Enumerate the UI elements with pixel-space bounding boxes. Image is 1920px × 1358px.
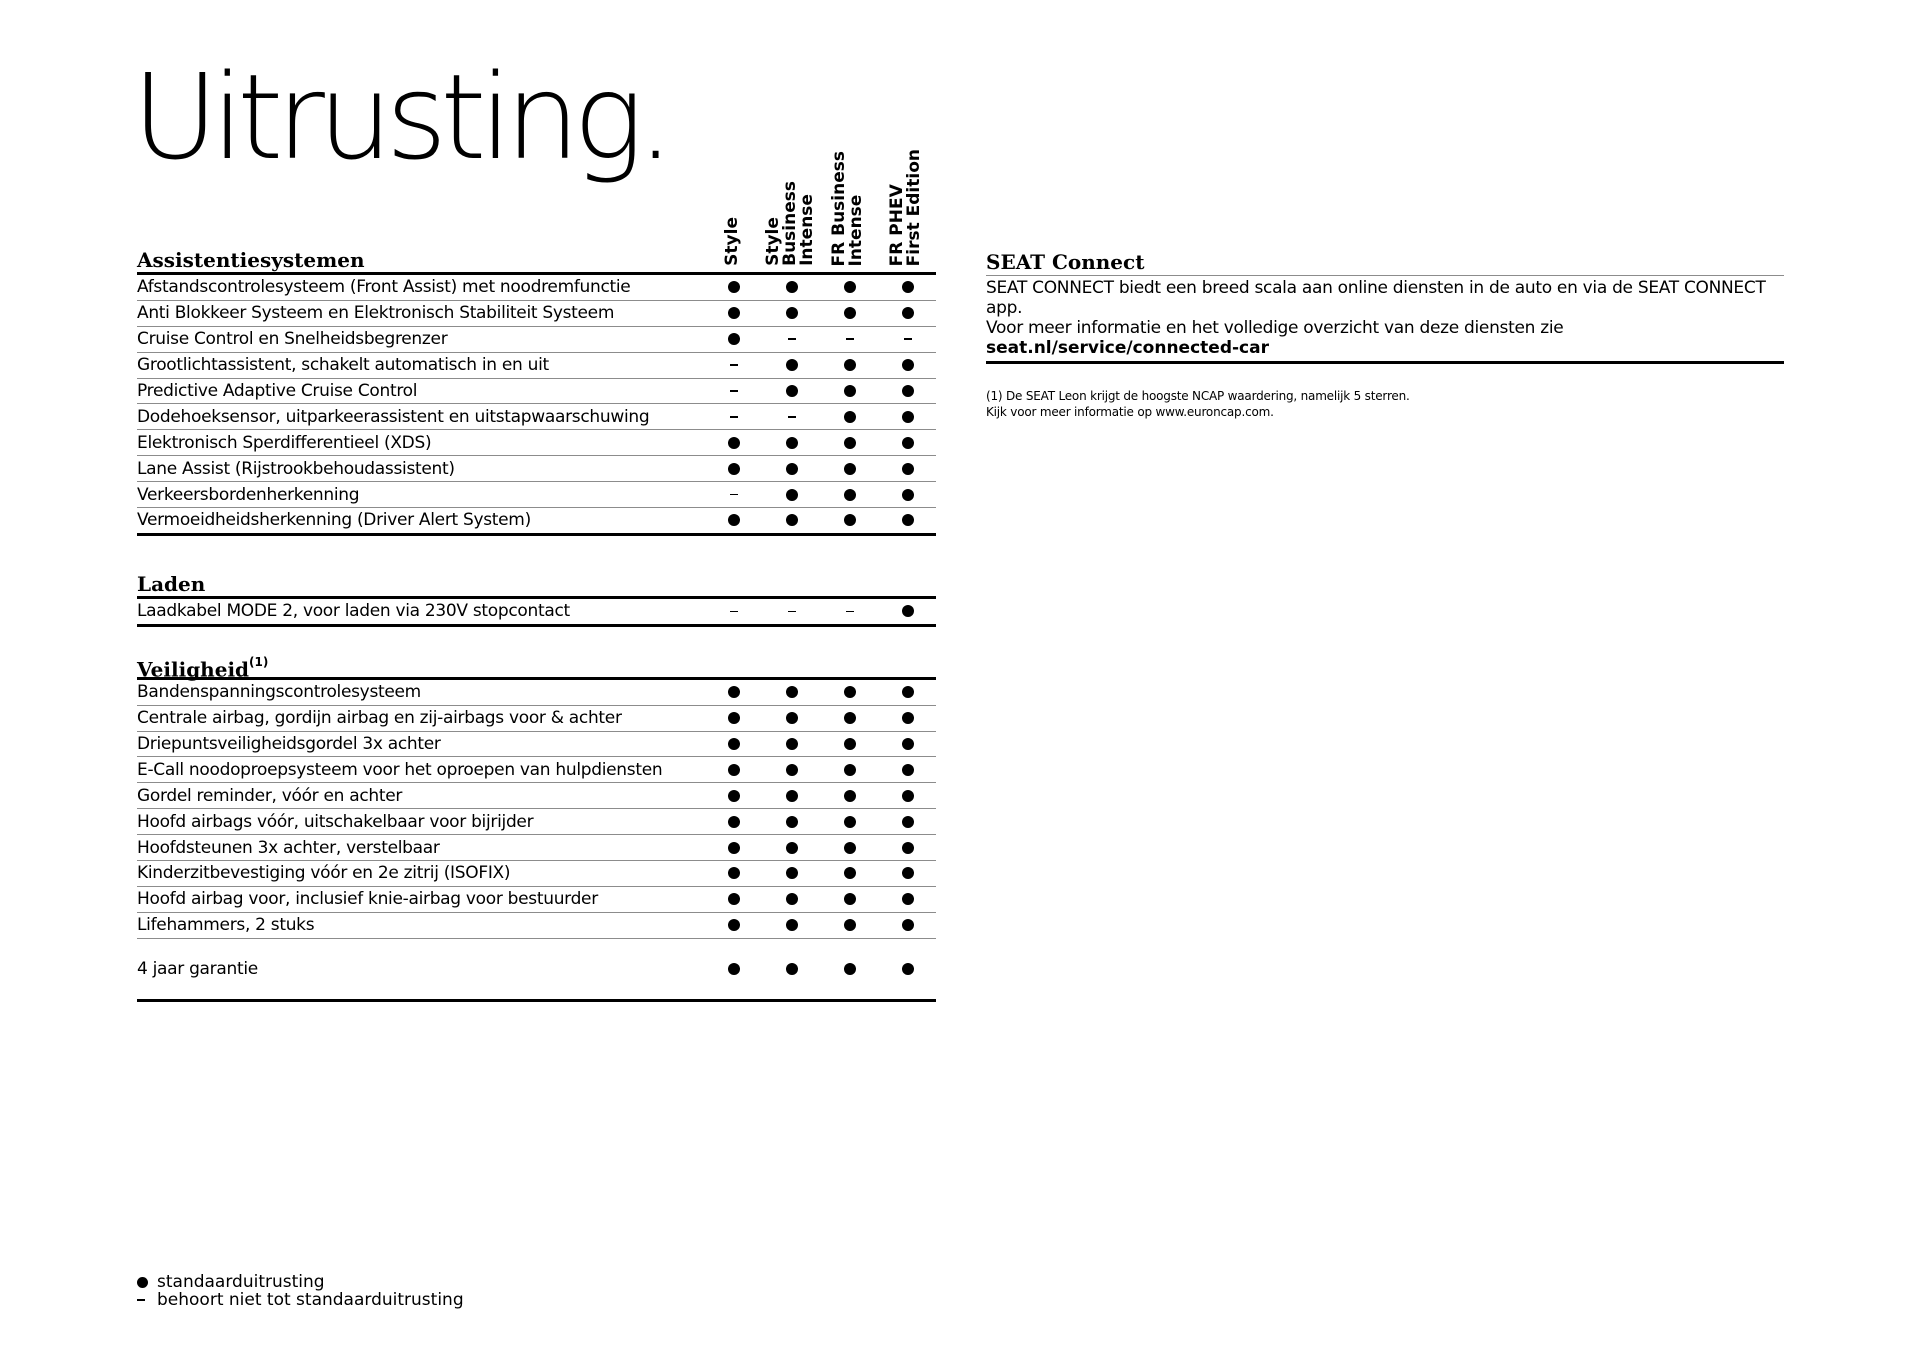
row-label: Dodehoeksensor, uitparkeerassistent en uitstapwaarschuwing <box>137 406 650 427</box>
standard-dot-icon <box>844 919 856 931</box>
row-cell <box>763 786 821 806</box>
standard-dot-icon <box>728 893 740 905</box>
standard-dot-icon <box>902 437 914 449</box>
row-label: Predictive Adaptive Cruise Control <box>137 381 418 401</box>
table-row <box>137 809 936 835</box>
row-cell <box>763 959 821 979</box>
row-cell <box>763 863 821 883</box>
standard-dot-icon <box>728 867 740 879</box>
row-cell <box>763 459 821 479</box>
section-heading-text: Laden <box>137 571 206 596</box>
column-header-line: Style <box>762 217 783 266</box>
row-cell <box>705 303 763 323</box>
standard-dot-icon <box>844 489 856 501</box>
not-standard-dash-icon <box>788 338 796 340</box>
row-label: Hoofd airbag voor, inclusief knie-airbag voor bestuurder <box>137 889 598 910</box>
standard-dot-icon <box>844 893 856 905</box>
row-cell <box>705 407 763 427</box>
row-cell <box>763 485 821 505</box>
standard-dot-icon <box>786 893 798 905</box>
row-cell <box>763 433 821 453</box>
table-row <box>137 783 936 809</box>
row-cell <box>821 915 879 935</box>
standard-dot-icon <box>728 463 740 475</box>
row-cell <box>879 601 937 621</box>
standard-dot-icon <box>902 738 914 750</box>
standard-dot-icon <box>902 712 914 724</box>
row-cell <box>879 510 937 530</box>
page-title: Uitrusting. <box>132 48 668 186</box>
standard-dot-icon <box>902 489 914 501</box>
row-cell <box>821 485 879 505</box>
table-row <box>137 861 936 887</box>
row-cell <box>879 381 937 401</box>
table-row <box>137 456 936 482</box>
standard-dot-icon <box>844 842 856 854</box>
row-cell <box>705 601 763 621</box>
row-cell <box>879 277 937 297</box>
standard-dot-icon <box>902 816 914 828</box>
not-standard-dash-icon <box>730 390 738 392</box>
standard-dot-icon <box>786 281 798 293</box>
seat-connect-block <box>986 250 1784 420</box>
standard-dot-icon <box>728 816 740 828</box>
row-cell <box>879 329 937 349</box>
standard-dot-icon <box>786 686 798 698</box>
connect-title: SEAT Connect <box>986 250 1784 276</box>
standard-dot-icon <box>844 790 856 802</box>
bullet-icon <box>137 1273 157 1291</box>
standard-dot-icon <box>902 686 914 698</box>
table-row <box>137 887 936 913</box>
standard-dot-icon <box>786 842 798 854</box>
standard-dot-icon <box>844 411 856 423</box>
table-row <box>137 379 936 405</box>
row-cell <box>821 407 879 427</box>
row-cell <box>821 355 879 375</box>
connected-car-link[interactable]: seat.nl/service/connected-car <box>986 338 1784 364</box>
standard-dot-icon <box>786 712 798 724</box>
row-cell <box>821 786 879 806</box>
row-label: E-Call noodoproepsysteem voor het oproepen van hulpdiensten <box>137 759 663 780</box>
row-cell <box>821 510 879 530</box>
standard-dot-icon <box>786 385 798 397</box>
row-cell <box>879 734 937 754</box>
row-cell <box>879 708 937 728</box>
section-heading <box>137 248 936 275</box>
row-cell <box>763 510 821 530</box>
row-cell <box>705 915 763 935</box>
table-row <box>137 732 936 758</box>
row-cell <box>821 863 879 883</box>
row-label: Vermoeidheidsherkenning (Driver Alert System) <box>137 510 531 531</box>
not-standard-dash-icon <box>730 416 738 418</box>
standard-dot-icon <box>844 712 856 724</box>
not-standard-dash-icon <box>730 611 738 613</box>
row-label: Gordel reminder, vóór en achter <box>137 785 403 806</box>
row-cell <box>879 459 937 479</box>
standard-dot-icon <box>786 919 798 931</box>
standard-dot-icon <box>844 738 856 750</box>
standard-dot-icon <box>844 437 856 449</box>
legend-standard-label: standaarduitrusting <box>157 1272 325 1292</box>
section-heading <box>137 572 936 599</box>
row-cell <box>879 303 937 323</box>
column-header-line: FR Business <box>829 150 849 266</box>
row-cell <box>879 760 937 780</box>
not-standard-dash-icon <box>904 338 912 340</box>
standard-dot-icon <box>902 307 914 319</box>
standard-dot-icon <box>786 963 798 975</box>
legend-standard <box>137 1273 464 1291</box>
column-header-line: First Edition <box>904 148 924 266</box>
row-cell <box>705 812 763 832</box>
row-cell <box>763 915 821 935</box>
connect-body-line-1: SEAT CONNECT biedt een breed scala aan online diensten in de auto en via de SEAT CONNECT app. <box>986 278 1766 318</box>
not-standard-dash-icon <box>788 611 796 613</box>
row-cell <box>705 863 763 883</box>
standard-dot-icon <box>902 842 914 854</box>
standard-dot-icon <box>844 764 856 776</box>
row-cell <box>821 812 879 832</box>
standard-dot-icon <box>786 489 798 501</box>
row-cell <box>879 959 937 979</box>
standard-dot-icon <box>786 437 798 449</box>
standard-dot-icon <box>902 867 914 879</box>
standard-dot-icon <box>786 514 798 526</box>
equipment-table <box>137 248 936 1002</box>
table-row <box>137 275 936 301</box>
row-cell <box>705 381 763 401</box>
standard-dot-icon <box>728 764 740 776</box>
standard-dot-icon <box>728 842 740 854</box>
standard-dot-icon <box>728 333 740 345</box>
standard-dot-icon <box>844 686 856 698</box>
table-row <box>137 430 936 456</box>
row-cell <box>705 889 763 909</box>
row-label: Anti Blokkeer Systeem en Elektronisch Stabiliteit Systeem <box>137 303 615 324</box>
table-row <box>137 757 936 783</box>
row-cell <box>705 510 763 530</box>
column-header-line: FR PHEV <box>887 183 907 266</box>
standard-dot-icon <box>902 411 914 423</box>
row-label: Bandenspanningscontrolesysteem <box>137 682 421 703</box>
not-standard-dash-icon <box>788 416 796 418</box>
table-row <box>137 353 936 379</box>
row-cell <box>705 682 763 702</box>
table-row <box>137 327 936 353</box>
row-cell <box>879 485 937 505</box>
not-standard-dash-icon <box>730 494 738 496</box>
standard-dot-icon <box>786 790 798 802</box>
row-label: Centrale airbag, gordijn airbag en zij-airbags voor & achter <box>137 708 622 729</box>
row-cell <box>879 915 937 935</box>
not-standard-dash-icon <box>846 611 854 613</box>
row-cell <box>705 433 763 453</box>
standard-dot-icon <box>844 463 856 475</box>
standard-dot-icon <box>786 738 798 750</box>
row-label: Lane Assist (Rijstrookbehoudassistent) <box>137 458 455 479</box>
standard-dot-icon <box>902 385 914 397</box>
ncap-footnote <box>986 388 1784 420</box>
row-cell <box>821 329 879 349</box>
standard-dot-icon <box>844 307 856 319</box>
row-cell <box>705 734 763 754</box>
standard-dot-icon <box>902 359 914 371</box>
row-cell <box>821 601 879 621</box>
row-cell <box>705 485 763 505</box>
standard-dot-icon <box>728 281 740 293</box>
row-cell <box>705 838 763 858</box>
row-cell <box>879 863 937 883</box>
table-row <box>137 508 936 536</box>
row-cell <box>821 277 879 297</box>
row-cell <box>763 682 821 702</box>
standard-dot-icon <box>786 359 798 371</box>
row-cell <box>763 838 821 858</box>
column-header-line: Business <box>779 181 800 266</box>
standard-dot-icon <box>844 816 856 828</box>
row-cell <box>821 682 879 702</box>
table-row <box>137 404 936 430</box>
row-cell <box>821 708 879 728</box>
table-row <box>137 706 936 732</box>
standard-dot-icon <box>728 738 740 750</box>
row-cell <box>705 459 763 479</box>
standard-dot-icon <box>728 514 740 526</box>
row-cell <box>705 760 763 780</box>
row-cell <box>705 355 763 375</box>
row-cell <box>763 889 821 909</box>
row-label: Hoofdsteunen 3x achter, verstelbaar <box>137 837 440 858</box>
standard-dot-icon <box>844 514 856 526</box>
row-label: Kinderzitbevestiging vóór en 2e zitrij (ISOFIX) <box>137 863 511 884</box>
standard-dot-icon <box>728 437 740 449</box>
standard-dot-icon <box>902 463 914 475</box>
row-label: Grootlichtassistent, schakelt automatisch in en uit <box>137 355 549 376</box>
row-label: Cruise Control en Snelheidsbegrenzer <box>137 329 448 350</box>
row-cell <box>821 838 879 858</box>
row-label: 4 jaar garantie <box>137 958 258 979</box>
standard-dot-icon <box>786 307 798 319</box>
row-cell <box>763 329 821 349</box>
row-cell <box>763 601 821 621</box>
row-label: Hoofd airbags vóór, uitschakelbaar voor bijrijder <box>137 811 534 832</box>
standard-dot-icon <box>786 764 798 776</box>
row-cell <box>821 459 879 479</box>
row-cell <box>763 760 821 780</box>
section-heading-text: Veiligheid <box>137 657 250 682</box>
row-cell <box>879 682 937 702</box>
row-cell <box>879 407 937 427</box>
row-cell <box>879 433 937 453</box>
standard-dot-icon <box>902 919 914 931</box>
standard-dot-icon <box>844 963 856 975</box>
row-cell <box>821 760 879 780</box>
standard-dot-icon <box>902 963 914 975</box>
standard-dot-icon <box>728 963 740 975</box>
row-cell <box>879 889 937 909</box>
standard-dot-icon <box>844 359 856 371</box>
standard-dot-icon <box>902 281 914 293</box>
column-header-line: Intense <box>796 194 817 266</box>
not-standard-dash-icon <box>846 338 854 340</box>
connect-body-line-2: Voor meer informatie en het volledige overzicht van deze diensten zie <box>986 318 1564 338</box>
row-label: Driepuntsveiligheidsgordel 3x achter <box>137 734 441 755</box>
standard-dot-icon <box>902 605 914 617</box>
legend-not-standard-label: behoort niet tot standaarduitrusting <box>157 1290 464 1310</box>
row-cell <box>763 355 821 375</box>
standard-dot-icon <box>844 867 856 879</box>
warranty-row <box>137 939 936 1002</box>
row-label: Elektronisch Sperdifferentieel (XDS) <box>137 432 432 453</box>
standard-dot-icon <box>728 686 740 698</box>
table-row <box>137 482 936 508</box>
standard-dot-icon <box>902 893 914 905</box>
section-heading <box>137 653 936 680</box>
row-cell <box>879 786 937 806</box>
standard-dot-icon <box>786 816 798 828</box>
table-row <box>137 301 936 327</box>
row-cell <box>763 734 821 754</box>
legend <box>137 1273 464 1309</box>
row-label: Laadkabel MODE 2, voor laden via 230V stopcontact <box>137 601 570 622</box>
row-cell <box>705 959 763 979</box>
section-heading-text: Assistentiesystemen <box>137 248 365 272</box>
column-header-line: Style <box>721 217 742 266</box>
footnote-marker: (1) <box>249 654 269 669</box>
standard-dot-icon <box>786 867 798 879</box>
not-standard-dash-icon <box>730 364 738 366</box>
dash-icon <box>137 1291 157 1309</box>
row-cell <box>763 812 821 832</box>
row-cell <box>705 786 763 806</box>
standard-dot-icon <box>728 307 740 319</box>
row-cell <box>879 355 937 375</box>
table-row <box>137 680 936 706</box>
row-label: Verkeersbordenherkenning <box>137 484 360 505</box>
row-cell <box>879 838 937 858</box>
standard-dot-icon <box>902 764 914 776</box>
row-cell <box>821 889 879 909</box>
standard-dot-icon <box>902 790 914 802</box>
legend-not-standard <box>137 1291 464 1309</box>
row-cell <box>763 708 821 728</box>
row-cell <box>763 407 821 427</box>
standard-dot-icon <box>844 281 856 293</box>
row-cell <box>705 277 763 297</box>
footnote-line-1: (1) De SEAT Leon krijgt de hoogste NCAP waardering, namelijk 5 sterren. <box>986 389 1410 403</box>
row-cell <box>821 959 879 979</box>
row-cell <box>821 381 879 401</box>
row-cell <box>763 381 821 401</box>
standard-dot-icon <box>728 919 740 931</box>
footnote-line-2: Kijk voor meer informatie op www.euroncap.com. <box>986 405 1274 419</box>
standard-dot-icon <box>728 790 740 802</box>
standard-dot-icon <box>728 712 740 724</box>
row-cell <box>705 708 763 728</box>
table-row <box>137 913 936 939</box>
row-cell <box>705 329 763 349</box>
standard-dot-icon <box>902 514 914 526</box>
row-cell <box>879 812 937 832</box>
row-cell <box>821 303 879 323</box>
table-row <box>137 599 936 627</box>
connect-body <box>986 276 1784 338</box>
row-label: Afstandscontrolesysteem (Front Assist) met noodremfunctie <box>137 277 631 298</box>
row-cell <box>763 277 821 297</box>
row-cell <box>821 734 879 754</box>
row-cell <box>821 433 879 453</box>
row-cell <box>763 303 821 323</box>
column-header-line: Intense <box>846 194 866 266</box>
standard-dot-icon <box>786 463 798 475</box>
table-row <box>137 835 936 861</box>
standard-dot-icon <box>844 385 856 397</box>
row-label: Lifehammers, 2 stuks <box>137 915 315 936</box>
